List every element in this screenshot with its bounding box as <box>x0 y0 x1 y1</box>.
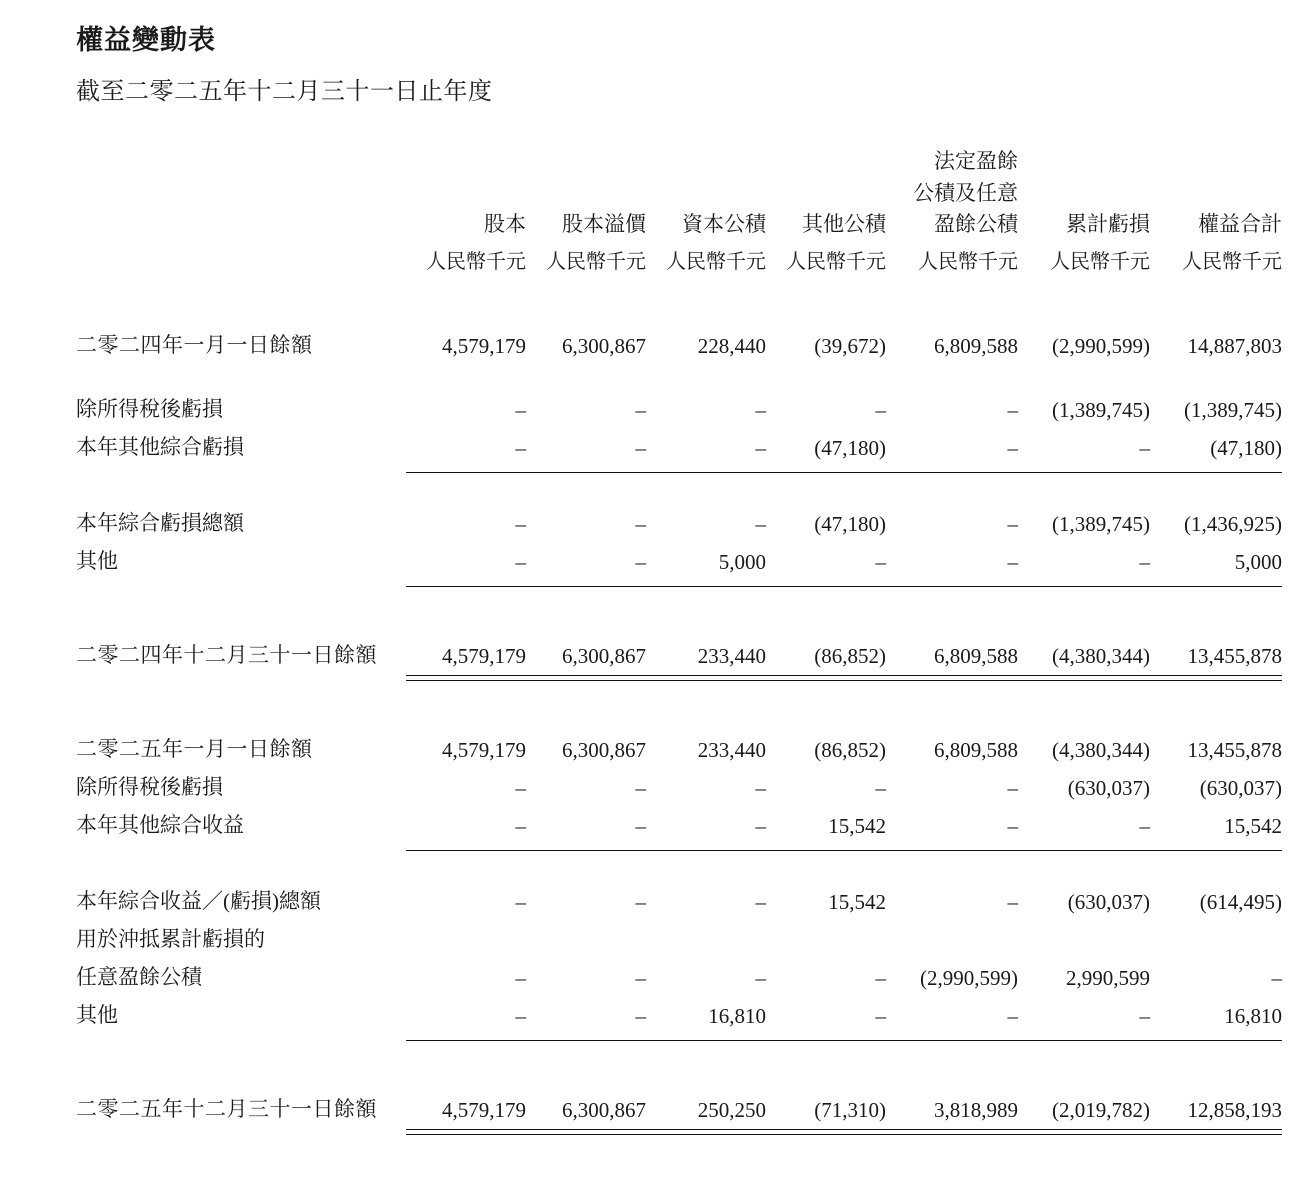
cell-value: – <box>1007 511 1018 536</box>
table-row <box>76 877 1282 915</box>
table-body <box>76 277 1282 1135</box>
row-label: 任意盈餘公積 <box>76 964 202 989</box>
cell-value: 6,300,867 <box>562 737 646 762</box>
cell-value: – <box>755 813 766 838</box>
table-header <box>76 146 1282 277</box>
table-row <box>76 763 1282 801</box>
cell-value: 250,250 <box>697 1097 766 1122</box>
cell-value: – <box>755 511 766 536</box>
row-label: 二零二四年一月一日餘額 <box>76 332 313 357</box>
table-row <box>76 385 1282 423</box>
table-row <box>76 953 1282 991</box>
cell-value: 228,440 <box>697 333 766 358</box>
cell-value <box>526 915 646 953</box>
cell-value: – <box>755 889 766 914</box>
cell-value: – <box>635 435 646 460</box>
table-row <box>76 915 1282 953</box>
equity-changes-table <box>76 146 1282 1135</box>
cell-value: 6,300,867 <box>562 1097 646 1122</box>
cell-value: – <box>755 397 766 422</box>
table-row <box>76 991 1282 1029</box>
cell-value: – <box>1007 397 1018 422</box>
table-row <box>76 537 1282 575</box>
spacer <box>76 851 1282 877</box>
cell-value: (39,672) <box>814 333 886 358</box>
cell-value: – <box>635 511 646 536</box>
spacer <box>76 277 1282 319</box>
cell-value: (630,037) <box>1067 889 1150 914</box>
cell-value: – <box>515 813 526 838</box>
table-row <box>76 801 1282 839</box>
spacer <box>76 473 1282 499</box>
cell-value: – <box>515 889 526 914</box>
row-label: 其他 <box>76 1002 118 1027</box>
cell-value: 16,810 <box>1224 1003 1282 1028</box>
cell-value: (1,389,745) <box>1052 397 1150 422</box>
cell-value: 12,858,193 <box>1187 1097 1282 1122</box>
cell-value: 5,000 <box>1234 549 1282 574</box>
row-label: 二零二四年十二月三十一日餘額 <box>76 642 377 667</box>
cell-value: 4,579,179 <box>442 1097 526 1122</box>
cell-value: – <box>875 965 886 990</box>
cell-value: – <box>635 965 646 990</box>
cell-value: 6,809,588 <box>934 643 1018 668</box>
cell-value: – <box>1007 435 1018 460</box>
cell-value: – <box>635 549 646 574</box>
cell-value: (47,180) <box>814 511 886 536</box>
cell-value: 15,542 <box>828 889 886 914</box>
cell-value: – <box>1007 889 1018 914</box>
spacer <box>76 681 1282 723</box>
spacer <box>76 359 1282 385</box>
cell-value: 16,810 <box>708 1003 766 1028</box>
row-label: 二零二五年十二月三十一日餘額 <box>76 1096 377 1121</box>
total-rule <box>76 1123 1282 1135</box>
column-header-share-premium: 股本溢價 人民幣千元 <box>546 212 646 273</box>
cell-value: (2,990,599) <box>920 965 1018 990</box>
cell-value: – <box>1007 549 1018 574</box>
cell-value: 233,440 <box>697 737 766 762</box>
cell-value: – <box>875 549 886 574</box>
cell-value: 233,440 <box>697 643 766 668</box>
cell-value: 14,887,803 <box>1187 333 1282 358</box>
cell-value: (71,310) <box>814 1097 886 1122</box>
column-header-statutory-surplus-reserve: 法定盈餘 公積及任意 盈餘公積 人民幣千元 <box>913 149 1018 273</box>
column-header-share-capital: 股本 人民幣千元 <box>426 212 526 273</box>
total-rule <box>76 669 1282 681</box>
cell-value: – <box>515 965 526 990</box>
cell-value: 5,000 <box>718 549 766 574</box>
row-label: 本年其他綜合收益 <box>76 812 244 837</box>
cell-value: 4,579,179 <box>442 643 526 668</box>
cell-value: (630,037) <box>1199 775 1282 800</box>
cell-value: – <box>1007 775 1018 800</box>
page-title: 權益變動表 <box>76 25 216 56</box>
spacer <box>76 587 1282 629</box>
cell-value: – <box>635 397 646 422</box>
table-row <box>76 1083 1282 1123</box>
column-header-capital-reserve: 資本公積 人民幣千元 <box>666 212 766 273</box>
cell-value: – <box>875 1003 886 1028</box>
cell-value: (630,037) <box>1067 775 1150 800</box>
cell-value: (1,436,925) <box>1184 511 1282 536</box>
cell-value: – <box>1139 549 1150 574</box>
cell-value <box>646 915 766 953</box>
row-label: 除所得稅後虧損 <box>76 774 223 799</box>
cell-value: 15,542 <box>828 813 886 838</box>
cell-value: (614,495) <box>1199 889 1282 914</box>
cell-value: – <box>755 435 766 460</box>
cell-value: (1,389,745) <box>1052 511 1150 536</box>
cell-value: – <box>635 1003 646 1028</box>
table-row <box>76 319 1282 359</box>
spacer <box>76 1041 1282 1083</box>
header-blank <box>76 146 406 277</box>
subtotal-rule <box>76 575 1282 587</box>
table-row <box>76 499 1282 537</box>
row-label: 除所得稅後虧損 <box>76 396 223 421</box>
table-row <box>76 423 1282 461</box>
cell-value: – <box>1007 813 1018 838</box>
cell-value: 13,455,878 <box>1187 643 1282 668</box>
cell-value: 15,542 <box>1224 813 1282 838</box>
row-label: 本年其他綜合虧損 <box>76 434 244 459</box>
page-subtitle: 截至二零二五年十二月三十一日止年度 <box>76 79 493 105</box>
cell-value: 6,300,867 <box>562 333 646 358</box>
row-label: 本年綜合虧損總額 <box>76 510 244 535</box>
cell-value: 6,300,867 <box>562 643 646 668</box>
cell-value: 6,809,588 <box>934 333 1018 358</box>
cell-value: (86,852) <box>814 643 886 668</box>
cell-value <box>766 915 886 953</box>
cell-value: (86,852) <box>814 737 886 762</box>
cell-value: 4,579,179 <box>442 737 526 762</box>
cell-value: – <box>755 775 766 800</box>
cell-value: – <box>875 397 886 422</box>
cell-value: 6,809,588 <box>934 737 1018 762</box>
cell-value: 2,990,599 <box>1066 965 1150 990</box>
subtotal-rule <box>76 1029 1282 1041</box>
cell-value <box>1150 915 1282 953</box>
cell-value: (1,389,745) <box>1184 397 1282 422</box>
subtotal-rule <box>76 839 1282 851</box>
cell-value: – <box>1271 965 1282 990</box>
column-header-other-reserve: 其他公積 人民幣千元 <box>786 212 886 273</box>
cell-value: – <box>635 813 646 838</box>
cell-value: – <box>1139 435 1150 460</box>
cell-value <box>406 915 526 953</box>
cell-value: – <box>515 397 526 422</box>
row-label: 本年綜合收益／(虧損)總額 <box>76 888 321 913</box>
cell-value: 3,818,989 <box>934 1097 1018 1122</box>
cell-value: (4,380,344) <box>1052 643 1150 668</box>
cell-value: – <box>755 965 766 990</box>
cell-value: – <box>1007 1003 1018 1028</box>
row-label: 其他 <box>76 548 118 573</box>
cell-value: (2,019,782) <box>1052 1097 1150 1122</box>
row-label: 二零二五年一月一日餘額 <box>76 736 313 761</box>
cell-value: (4,380,344) <box>1052 737 1150 762</box>
cell-value: – <box>1139 813 1150 838</box>
column-header-total-equity: 權益合計 人民幣千元 <box>1182 212 1282 273</box>
cell-value: 13,455,878 <box>1187 737 1282 762</box>
cell-value: – <box>875 775 886 800</box>
cell-value: 4,579,179 <box>442 333 526 358</box>
cell-value: – <box>1139 1003 1150 1028</box>
table-row <box>76 723 1282 763</box>
table-row <box>76 629 1282 669</box>
cell-value <box>1018 915 1150 953</box>
cell-value: – <box>515 549 526 574</box>
cell-value: – <box>515 775 526 800</box>
cell-value: (47,180) <box>814 435 886 460</box>
cell-value: (2,990,599) <box>1052 333 1150 358</box>
row-label: 用於沖抵累計虧損的 <box>76 926 265 951</box>
cell-value: – <box>635 775 646 800</box>
cell-value <box>886 915 1018 953</box>
column-header-accumulated-losses: 累計虧損 人民幣千元 <box>1050 212 1150 273</box>
cell-value: – <box>515 1003 526 1028</box>
cell-value: – <box>515 435 526 460</box>
cell-value: – <box>515 511 526 536</box>
cell-value: – <box>635 889 646 914</box>
cell-value: (47,180) <box>1210 435 1282 460</box>
subtotal-rule <box>76 461 1282 473</box>
